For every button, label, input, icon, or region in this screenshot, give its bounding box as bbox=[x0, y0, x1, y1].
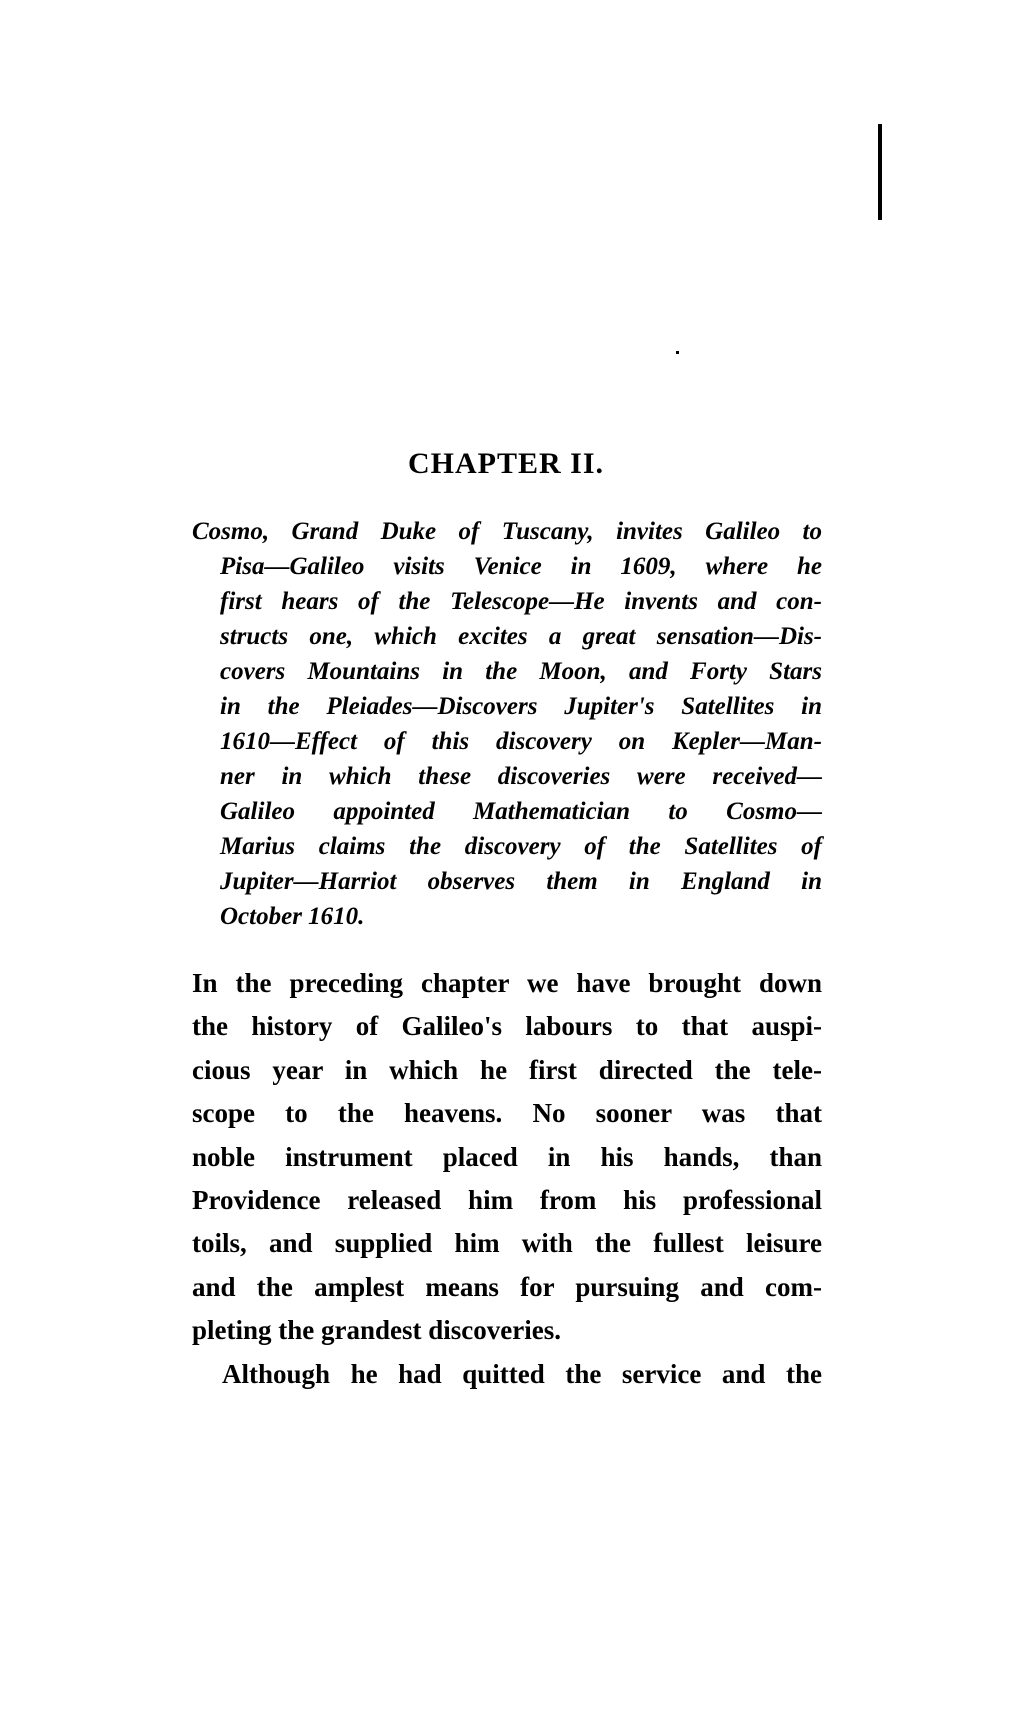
paragraph-line: and the amplest means for pursuing and com- bbox=[192, 1271, 822, 1302]
synopsis-line: Galileo appointed Mathematician to Cosmo— bbox=[220, 798, 822, 825]
paragraph-line: In the preceding chapter we have brought down bbox=[192, 968, 822, 998]
synopsis-line: Cosmo, Grand Duke of Tuscany, invites Galileo to bbox=[192, 518, 822, 545]
body-text bbox=[192, 962, 822, 1396]
paragraph-2 bbox=[192, 1353, 822, 1396]
synopsis-line: first hears of the Telescope—He invents and con- bbox=[220, 588, 822, 615]
page-dot-mark bbox=[676, 351, 679, 354]
synopsis-line: in the Pleiades—Discovers Jupiter's Satellites in bbox=[220, 693, 822, 720]
synopsis-line: Jupiter—Harriot observes them in England in bbox=[220, 868, 822, 895]
synopsis-line: Marius claims the discovery of the Satellites of bbox=[220, 833, 822, 860]
paragraph-1 bbox=[192, 962, 822, 1353]
chapter-heading: CHAPTER II. bbox=[407, 447, 605, 480]
chapter-synopsis bbox=[192, 514, 822, 934]
paragraph-line: the history of Galileo's labours to that auspi- bbox=[192, 1011, 822, 1042]
synopsis-line: 1610—Effect of this discovery on Kepler—Man- bbox=[220, 728, 822, 755]
paragraph-line: cious year in which he first directed the tele- bbox=[192, 1054, 822, 1085]
synopsis-line: covers Mountains in the Moon, and Forty Stars bbox=[220, 658, 822, 685]
paragraph-line: scope to the heavens. No sooner was that bbox=[192, 1098, 822, 1129]
paragraph-line: Providence released him from his professional bbox=[192, 1185, 822, 1216]
paragraph-line: pleting the grandest discoveries. bbox=[192, 1315, 561, 1346]
margin-rule-mark bbox=[878, 124, 882, 220]
synopsis-line: structs one, which excites a great sensation—Dis- bbox=[220, 623, 822, 650]
paragraph-line: noble instrument placed in his hands, than bbox=[192, 1141, 822, 1172]
synopsis-line: October 1610. bbox=[220, 903, 365, 930]
synopsis-line: ner in which these discoveries were received— bbox=[220, 763, 822, 790]
paragraph-line: Although he had quitted the service and the bbox=[222, 1358, 822, 1389]
synopsis-line: Pisa—Galileo visits Venice in 1609, where he bbox=[220, 553, 822, 580]
paragraph-line: toils, and supplied him with the fullest leisure bbox=[192, 1228, 822, 1259]
